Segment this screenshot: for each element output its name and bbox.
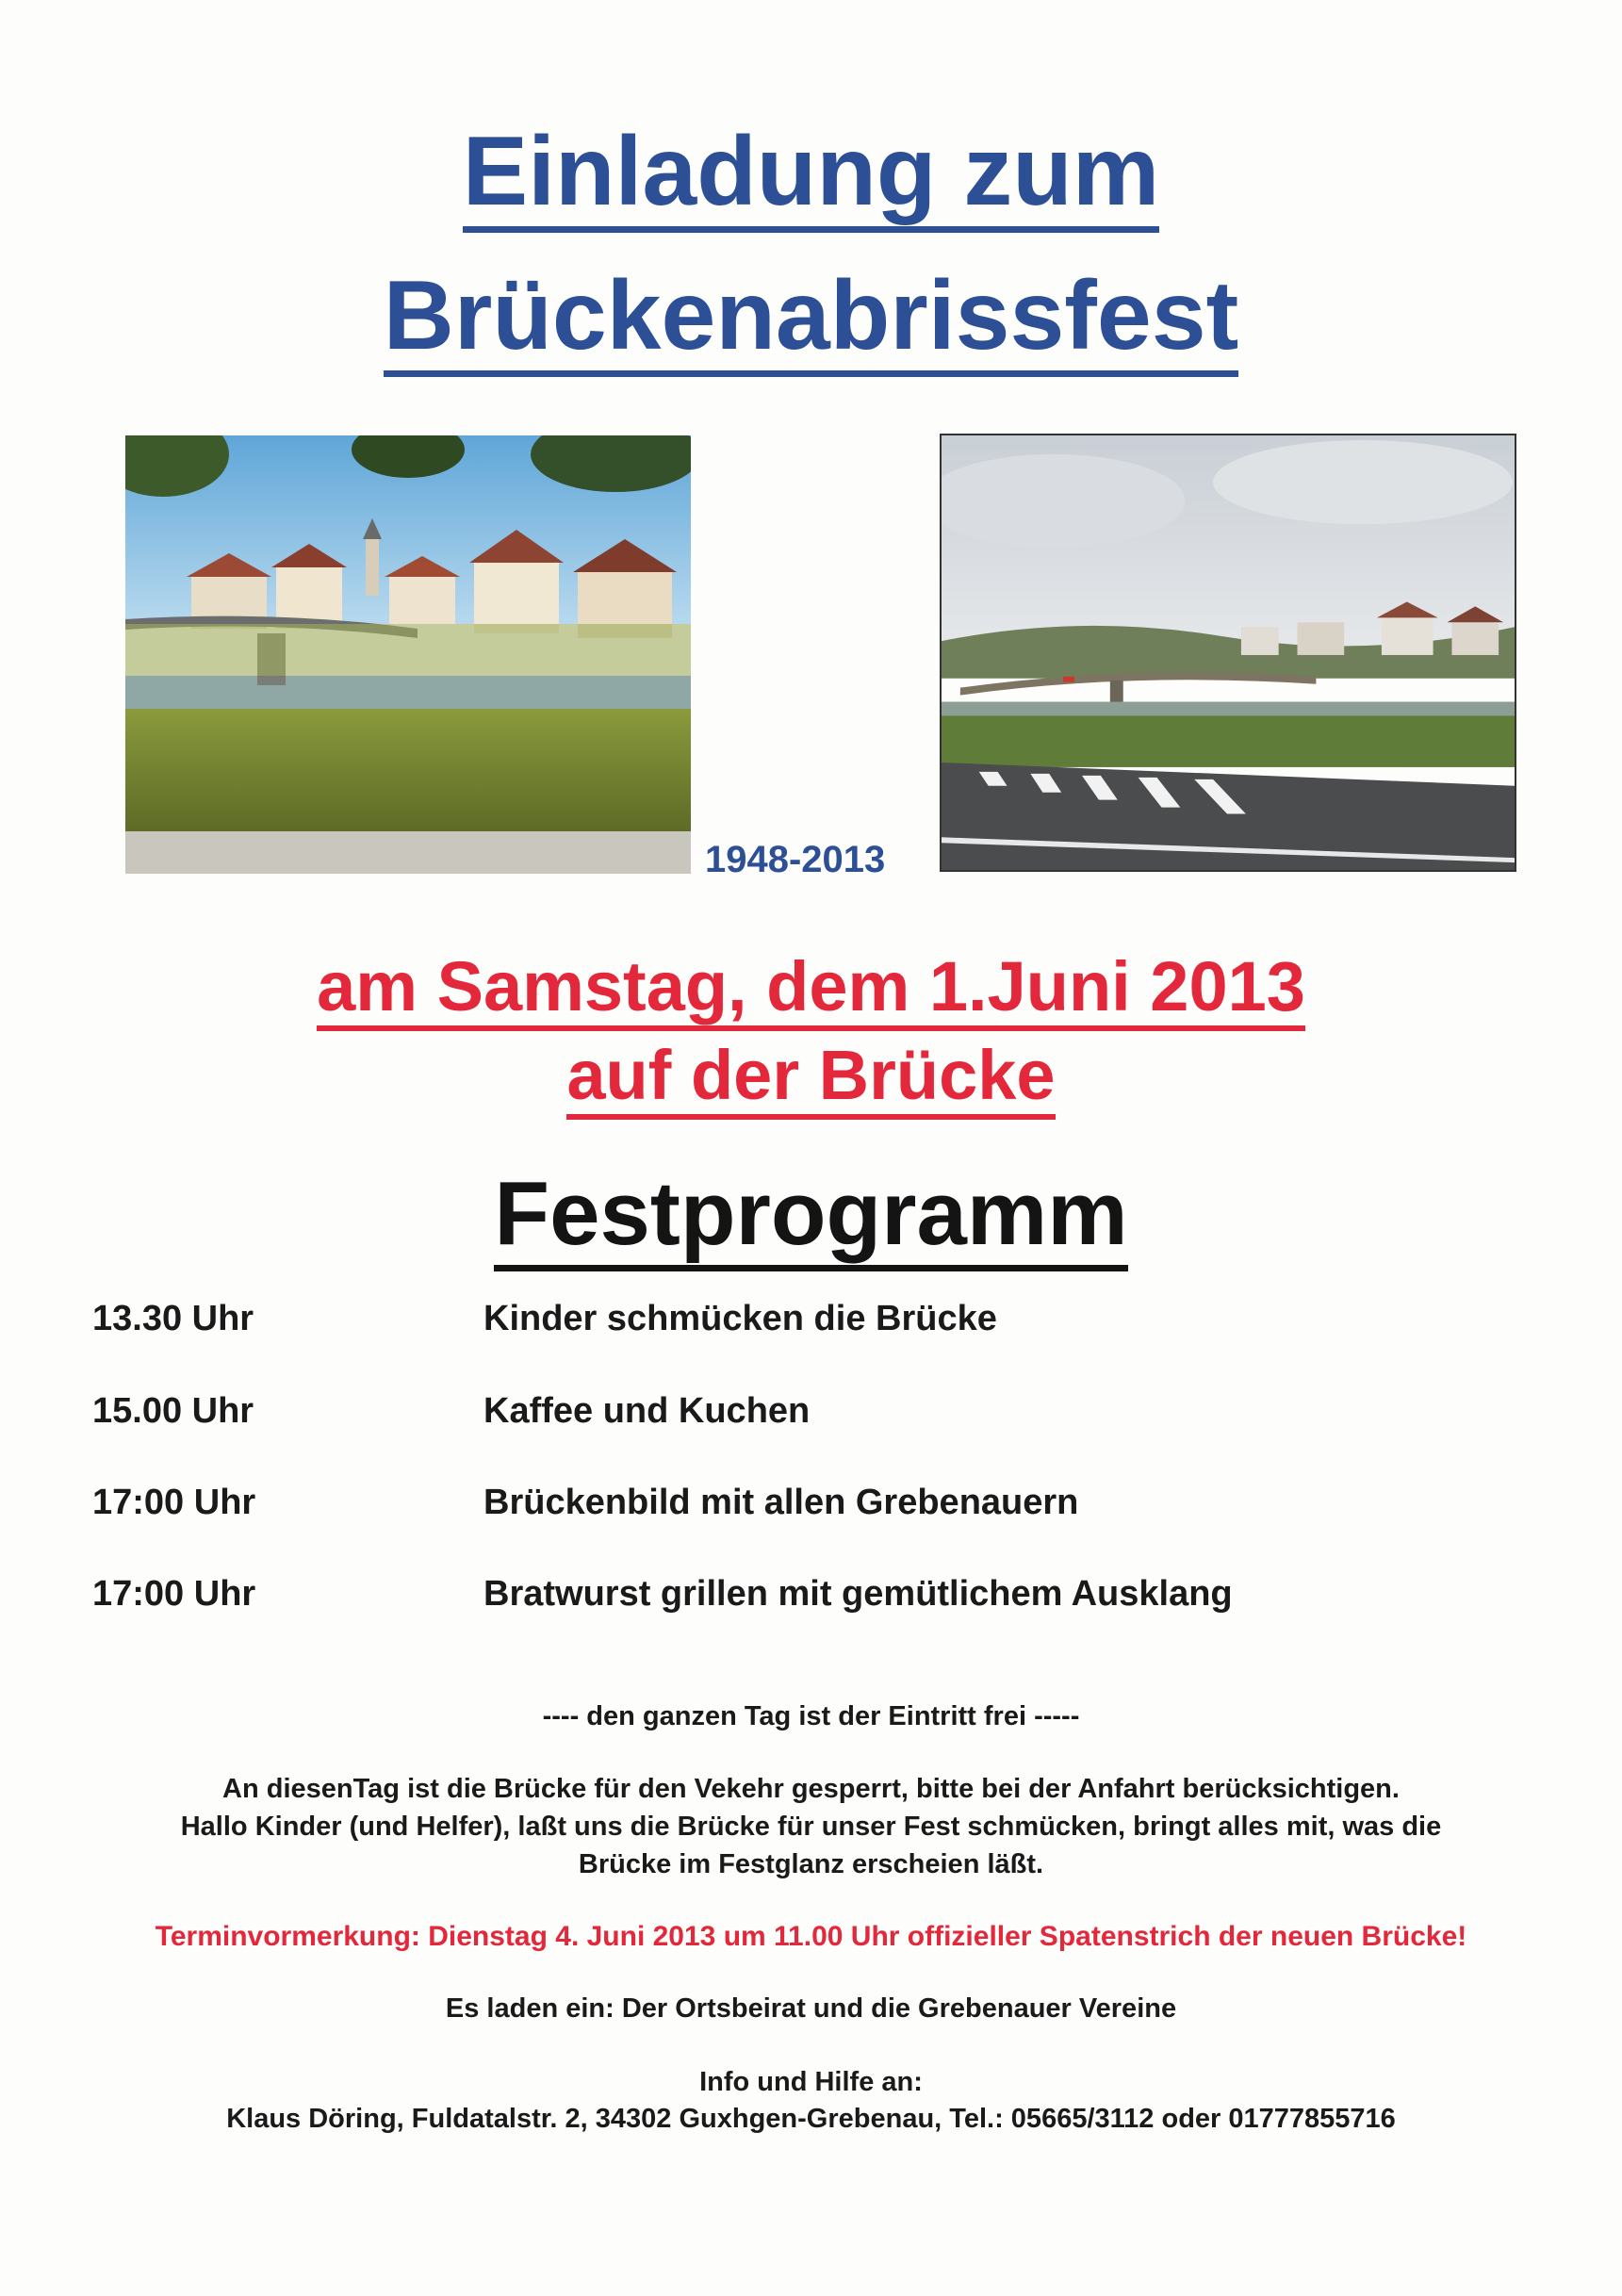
hosts-line: Es laden ein: Der Ortsbeirat und die Grebenauer Vereine [445, 1993, 1177, 2024]
current-bridge-photo [940, 434, 1516, 872]
kids-note-continued: Brücke im Festglanz erscheien läßt. [578, 1849, 1044, 1879]
program-row [0, 1391, 1622, 1438]
program-time: 15.00 Uhr [92, 1391, 254, 1431]
program-event: Brückenbild mit allen Grebenauern [483, 1483, 1079, 1522]
event-place: auf der Brücke [0, 1041, 1622, 1120]
program-event: Kinder schmücken die Brücke [483, 1299, 997, 1338]
historic-bridge-photo [125, 435, 691, 874]
program-time: 17:00 Uhr [92, 1483, 256, 1522]
years-caption: 1948-2013 [705, 839, 886, 880]
program-time: 17:00 Uhr [92, 1574, 256, 1614]
program-row [0, 1483, 1622, 1530]
date-reminder: Terminvormerkung: Dienstag 4. Juni 2013 um 11.00 Uhr offizieller Spatenstrich der neuen Brücke! [155, 1921, 1467, 1952]
program-time: 13.30 Uhr [92, 1299, 254, 1338]
info-title: Info und Hilfe an: [699, 2067, 923, 2097]
program-row [0, 1299, 1622, 1346]
traffic-note: An diesenTag ist die Brücke für den Vekehr gesperrt, bitte bei der Anfahrt berücksichtigen. [222, 1774, 1400, 1804]
event-date: am Samstag, dem 1.Juni 2013 [0, 952, 1622, 1031]
program-event: Bratwurst grillen mit gemütlichem Ausklang [483, 1574, 1233, 1614]
kids-note: Hallo Kinder (und Helfer), laßt uns die Brücke für unser Fest schmücken, bringt alles mit, was die [180, 1812, 1442, 1842]
program-row [0, 1574, 1622, 1621]
program-heading: Festprogramm [0, 1169, 1622, 1271]
contact-line: Klaus Döring, Fuldatalstr. 2, 34302 Guxhgen-Grebenau, Tel.: 05665/3112 oder 01777855716 [226, 2104, 1396, 2134]
free-entry-note: ---- den ganzen Tag ist der Eintritt frei ----- [542, 1701, 1080, 1731]
title-line-2: Brückenabrissfest [0, 267, 1622, 377]
program-event: Kaffee und Kuchen [483, 1391, 811, 1431]
title-line-1: Einladung zum [0, 123, 1622, 233]
